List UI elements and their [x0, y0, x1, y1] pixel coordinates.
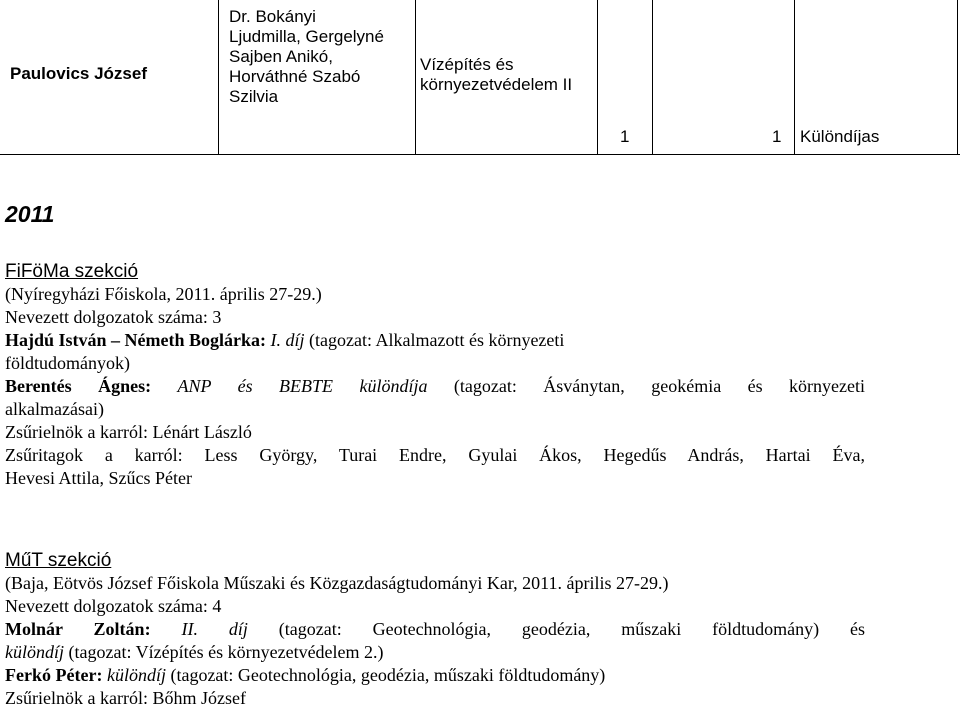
jury-chair: Zsűrielnök a karról: Bőhm József — [5, 688, 246, 708]
award-entry — [5, 664, 865, 687]
table-cell-count-a: 1 — [620, 127, 630, 146]
jury-members: Zsűritagok a karról: Less György, Turai Endre, Gyulai Ákos, Hegedűs András, Hartai Éva, — [5, 445, 865, 465]
section-title: FiFöMa szekció — [5, 261, 139, 282]
table-cell-author: Paulovics József — [10, 64, 148, 83]
separator: : — [260, 330, 267, 350]
jury-members-cont: Hevesi Attila, Szűcs Péter — [5, 468, 192, 488]
table-bottom-border — [0, 154, 960, 155]
winner-name: Hajdú István – Németh Boglárka — [5, 330, 261, 350]
award-entry — [5, 375, 865, 398]
award-track: (tagozat: Vízépítés és környezetvédelem 2.) — [68, 642, 384, 662]
section-venue: (Baja, Eötvös József Főiskola Műszaki és Közgazdaságtudományi Kar, 2011. április 27-29.) — [5, 573, 669, 593]
award-type: különdíj — [5, 642, 64, 662]
table-divider — [415, 0, 416, 154]
year-heading: 2011 — [5, 201, 55, 227]
supervisor-line: Sajben Anikó, — [229, 47, 333, 66]
jury-chair: Zsűrielnök a karról: Lénárt László — [5, 422, 252, 442]
fifoma-section — [5, 261, 865, 490]
supervisor-line: Szilvia — [229, 87, 279, 106]
table-divider — [652, 0, 653, 154]
section-line: Vízépítés és — [420, 55, 514, 74]
supervisor-line: Dr. Bokányi — [229, 7, 316, 26]
award-track: (tagozat: Alkalmazott és környezeti — [309, 330, 565, 350]
award-type: II. díj — [181, 619, 248, 639]
award-track: (tagozat: Ásványtan, geokémia és környezeti — [453, 376, 866, 396]
entry-count: Nevezett dolgozatok száma: 4 — [5, 596, 222, 616]
award-track-cont: földtudományok) — [5, 353, 130, 373]
section-venue: (Nyíregyházi Főiskola, 2011. április 27-29.) — [5, 284, 322, 304]
table-divider — [957, 0, 958, 154]
separator: : — [96, 665, 103, 685]
award-track: (tagozat: Geotechnológia, geodézia, műszaki földtudomány) és — [278, 619, 866, 639]
table-cell-section — [420, 55, 610, 95]
award-type: I. díj — [270, 330, 305, 350]
mut-section — [5, 550, 865, 710]
section-title: MűT szekció — [5, 550, 112, 571]
table-cell-award: Különdíjas — [800, 127, 880, 146]
award-type: különdíj — [106, 665, 166, 685]
separator: : — [145, 376, 152, 396]
supervisor-line: Ljudmilla, Gergelyné — [229, 27, 384, 46]
table-divider — [218, 0, 219, 154]
separator: : — [144, 619, 151, 639]
supervisor-line: Horváthné Szabó — [229, 67, 361, 86]
table-cell-count-b: 1 — [772, 127, 782, 146]
winner-name: Ferkó Péter — [5, 665, 97, 685]
table-cell-supervisors — [229, 7, 414, 107]
winner-name: Berentés Ágnes — [5, 376, 146, 396]
award-entry — [5, 618, 865, 641]
award-track-cont: alkalmazásai) — [5, 399, 104, 419]
award-entry-cont — [5, 641, 865, 664]
results-table-row — [0, 0, 960, 160]
winner-name: Molnár Zoltán — [5, 619, 145, 639]
award-type: ANP és BEBTE különdíja — [177, 376, 428, 396]
table-divider — [794, 0, 795, 154]
award-track: (tagozat: Geotechnológia, geodézia, műszaki földtudomány) — [170, 665, 606, 685]
entry-count: Nevezett dolgozatok száma: 3 — [5, 307, 222, 327]
section-line: környezetvédelem II — [420, 75, 573, 94]
award-entry — [5, 329, 865, 352]
